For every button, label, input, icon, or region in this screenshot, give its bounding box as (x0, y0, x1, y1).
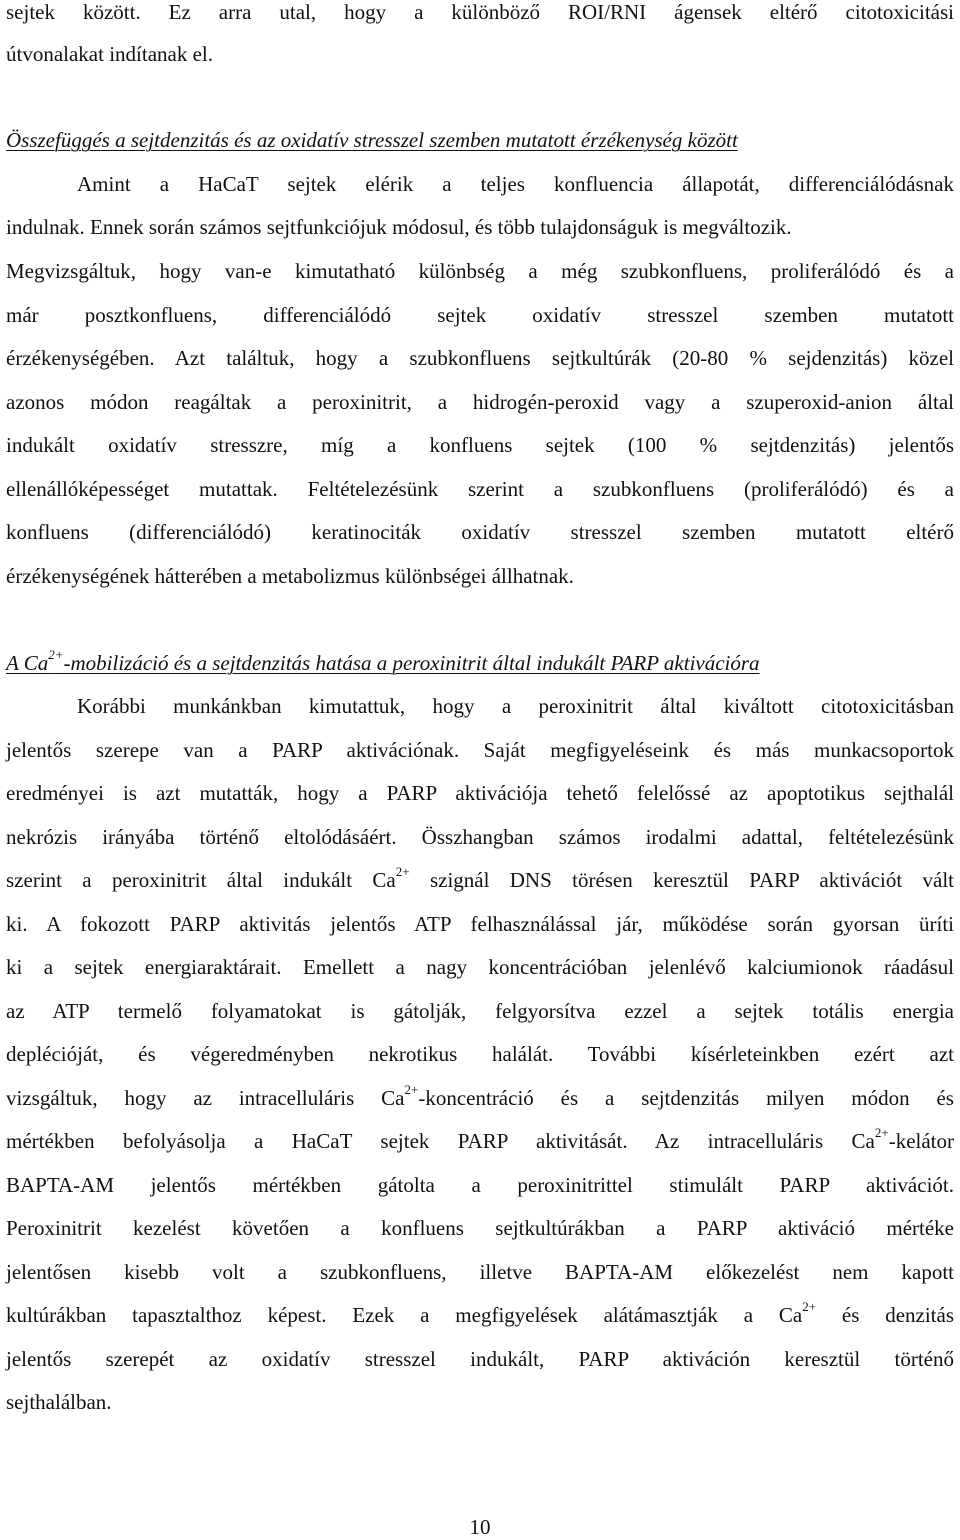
text-part: szignál DNS törésen keresztül PARP aktivációt vált (409, 868, 955, 892)
paragraph-line (6, 1299, 955, 1328)
paragraph-line: deplécióját, és végeredményben nekrotikus halálát. További kísérleteinkben ezért azt (6, 1042, 954, 1066)
superscript: 2+ (874, 1125, 889, 1140)
superscript: 2+ (48, 647, 64, 662)
paragraph-line (6, 1082, 954, 1111)
paragraph-line: jelentős szerepe van a PARP aktivációnak. Saját megfigyeléseink és más munkacsoportok (6, 738, 954, 762)
paragraph-line: Amint a HaCaT sejtek elérik a teljes konfluencia állapotát, differenciálódásnak (77, 172, 954, 196)
paragraph-line: indukált oxidatív stresszre, míg a konfluens sejtek (100 % sejtdenzitás) jelentős (6, 433, 954, 457)
superscript: 2+ (404, 1082, 419, 1097)
section-heading (6, 647, 954, 676)
paragraph-line: útvonalakat indítanak el. (6, 42, 214, 66)
paragraph-line: már posztkonfluens, differenciálódó sejtek oxidatív stresszel szemben mutatott (6, 303, 954, 327)
text-part: és denzitás (816, 1303, 955, 1327)
paragraph-line: sejthalálban. (6, 1390, 112, 1414)
paragraph-line: Megvizsgáltuk, hogy van-e kimutatható különbség a még szubkonfluens, proliferálódó és a (6, 259, 954, 283)
heading-part: -mobilizáció és a sejtdenzitás hatása a peroxinitrit által indukált PARP aktivációra (63, 651, 760, 675)
text-part: mértékben befolyásolja a HaCaT sejtek PARP aktivitását. Az intracelluláris Ca (6, 1129, 875, 1153)
text-part: -kelátor (888, 1129, 954, 1153)
text-part: -koncentráció és a sejtdenzitás milyen módon és (418, 1086, 954, 1110)
superscript: 2+ (802, 1299, 817, 1314)
paragraph-line: azonos módon reagáltak a peroxinitrit, a hidrogén-peroxid vagy a szuperoxid-anion által (6, 390, 954, 414)
paragraph-line: ki. A fokozott PARP aktivitás jelentős ATP felhasználással jár, működése során gyorsan üríti (6, 912, 954, 936)
paragraph-line: érzékenységében. Azt találtuk, hogy a szubkonfluens sejtkultúrák (20-80 % sejdenzitás) közel (6, 346, 954, 370)
paragraph-line: eredményei is azt mutatták, hogy a PARP aktivációja tehető felelőssé az apoptotikus sejthalál (6, 781, 954, 805)
text-part: vizsgáltuk, hogy az intracelluláris Ca (6, 1086, 405, 1110)
text-part: kultúrákban tapasztalthoz képest. Ezek a megfigyelések alátámasztják a Ca (6, 1303, 803, 1327)
paragraph-line: konfluens (differenciálódó) keratinociták oxidatív stresszel szemben mutatott eltérő (6, 520, 954, 544)
paragraph-line: Korábbi munkánkban kimutattuk, hogy a peroxinitrit által kiváltott citotoxicitásban (77, 694, 954, 718)
paragraph-line: BAPTA-AM jelentős mértékben gátolta a peroxinitrittel stimulált PARP aktivációt. (6, 1173, 954, 1197)
paragraph-line: jelentős szerepét az oxidatív stresszel indukált, PARP aktiváción keresztül történő (6, 1347, 954, 1371)
paragraph-line: jelentősen kisebb volt a szubkonfluens, illetve BAPTA-AM előkezelést nem kapott (6, 1260, 954, 1284)
paragraph-line: Peroxinitrit kezelést követően a konfluens sejtkultúrákban a PARP aktiváció mértéke (6, 1216, 954, 1240)
page-number: 10 (469, 1515, 491, 1539)
paragraph-line (6, 1125, 954, 1154)
paragraph-line: ki a sejtek energiaraktárait. Emellett a nagy koncentrációban jelenlévő kalciumionok ráadásul (6, 955, 954, 979)
paragraph-line: nekrózis irányába történő eltolódásáért. Összhangban számos irodalmi adattal, feltételezésünk (6, 825, 954, 849)
heading-part: A Ca (6, 651, 49, 675)
paragraph-line: érzékenységének hátterében a metabolizmus különbségei állhatnak. (6, 564, 574, 588)
superscript: 2+ (395, 864, 410, 879)
paragraph-line: ellenállóképességet mutattak. Feltételezésünk szerint a szubkonfluens (proliferálódó) és a (6, 477, 954, 501)
section-heading: Összefüggés a sejtdenzitás és az oxidatív stresszel szemben mutatott érzékenység között (6, 128, 738, 152)
paragraph-line: indulnak. Ennek során számos sejtfunkciójuk módosul, és több tulajdonságuk is megváltozik. (6, 215, 792, 239)
paragraph-line (6, 864, 955, 893)
paragraph-line: az ATP termelő folyamatokat is gátolják, felgyorsítva ezzel a sejtek totális energia (6, 999, 954, 1023)
text-part: szerint a peroxinitrit által indukált Ca (6, 868, 396, 892)
paragraph-line: sejtek között. Ez arra utal, hogy a különböző ROI/RNI ágensek eltérő citotoxicitási (6, 0, 954, 24)
